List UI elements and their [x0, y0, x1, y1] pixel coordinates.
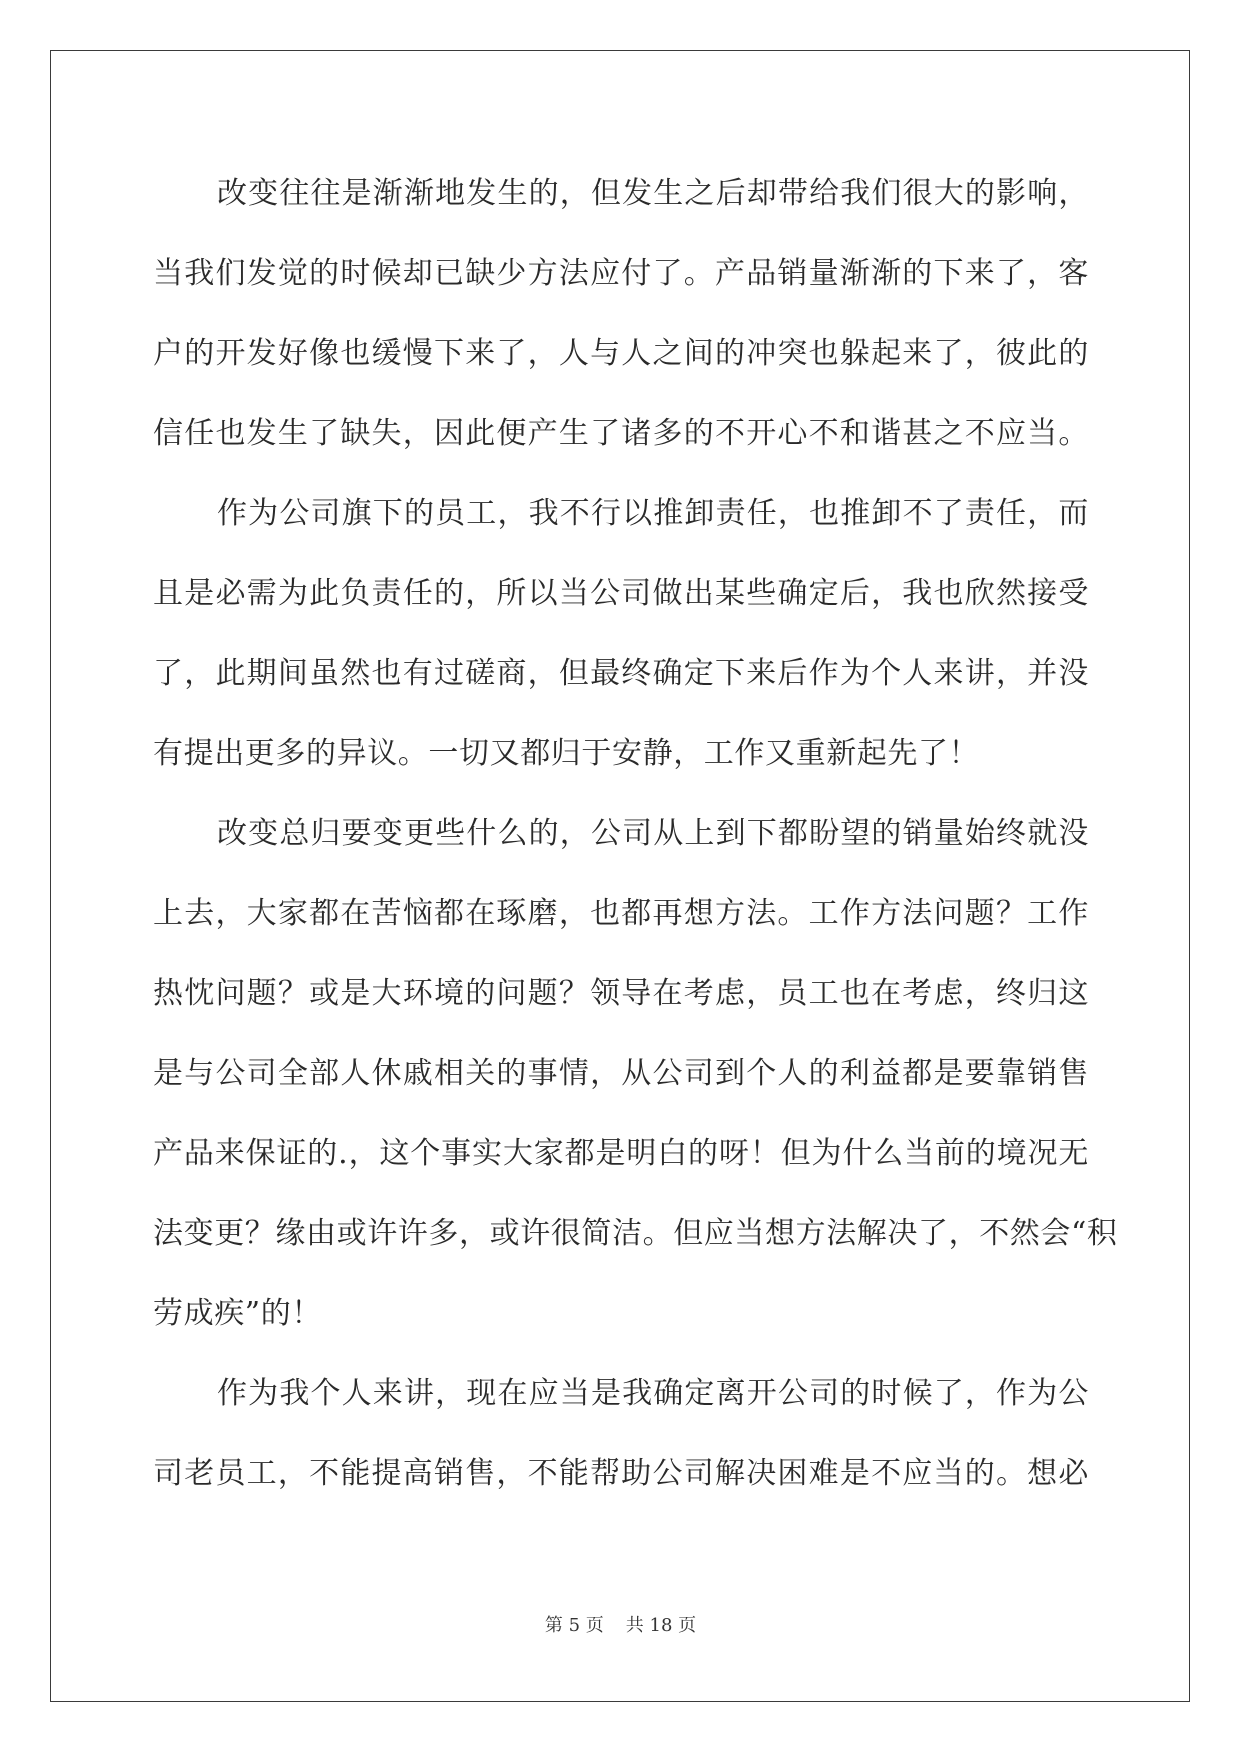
page-footer	[0, 1611, 1241, 1637]
text-line: 信任也发生了缺失，因此便产生了诸多的不开心不和谐甚之不应当。	[153, 416, 1089, 451]
text-line: 劳成疾”的！	[153, 1296, 322, 1331]
page-number: 第 5 页	[544, 1615, 604, 1636]
text-line: 有提出更多的异议。一切又都归于安静，工作又重新起先了！	[153, 736, 980, 771]
text-line: 产品来保证的.，这个事实大家都是明白的呀！但为什么当前的境况无	[153, 1136, 1089, 1171]
text-line: 作为公司旗下的员工，我不行以推卸责任，也推卸不了责任，而	[217, 496, 1089, 531]
document-body	[153, 162, 1118, 1522]
page-total: 共 18 页	[625, 1615, 697, 1636]
text-line: 热忱问题？或是大环境的问题？领导在考虑，员工也在考虑，终归这	[153, 976, 1089, 1011]
text-line: 是与公司全部人休戚相关的事情，从公司到个人的利益都是要靠销售	[153, 1056, 1089, 1091]
text-line: 且是必需为此负责任的，所以当公司做出某些确定后，我也欣然接受	[153, 576, 1089, 611]
text-line: 当我们发觉的时候却已缺少方法应付了。产品销量渐渐的下来了，客	[153, 256, 1089, 291]
text-line: 作为我个人来讲，现在应当是我确定离开公司的时候了，作为公	[217, 1376, 1089, 1411]
text-line: 司老员工，不能提高销售，不能帮助公司解决困难是不应当的。想必	[153, 1456, 1089, 1491]
text-line: 户的开发好像也缓慢下来了，人与人之间的冲突也躲起来了，彼此的	[153, 336, 1089, 371]
text-line: 法变更？缘由或许许多，或许很简洁。但应当想方法解决了，不然会“积	[153, 1216, 1118, 1251]
text-line: 改变往往是渐渐地发生的，但发生之后却带给我们很大的影响，	[217, 176, 1089, 211]
text-line: 了，此期间虽然也有过磋商，但最终确定下来后作为个人来讲，并没	[153, 656, 1089, 691]
text-line: 改变总归要变更些什么的，公司从上到下都盼望的销量始终就没	[217, 816, 1089, 851]
text-line: 上去，大家都在苦恼都在琢磨，也都再想方法。工作方法问题？工作	[153, 896, 1089, 931]
